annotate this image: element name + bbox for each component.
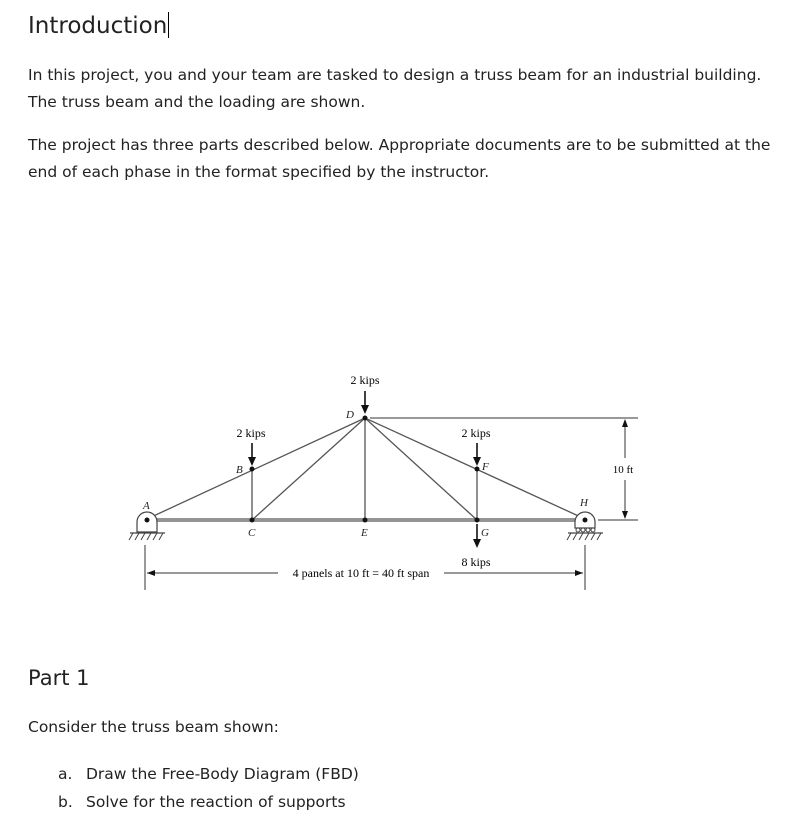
joint-b <box>250 467 255 472</box>
intro-paragraph: In this project, you and your team are tasked to design a truss beam for an industrial building. The truss beam and the loading are shown. <box>28 66 762 111</box>
joint-g <box>475 518 480 523</box>
height-dimension <box>370 418 638 520</box>
joint-e <box>363 518 368 523</box>
load-label-left: 2 kips <box>236 426 266 440</box>
list-text: Solve for the reaction of supports <box>86 793 346 811</box>
list-item <box>58 760 359 788</box>
joint-d <box>363 416 368 421</box>
joint-c <box>250 518 255 523</box>
project-paragraph: The project has three parts described below. Appropriate documents are to be submitted at the end of each phase in the format specified by the instructor. <box>28 136 771 181</box>
span-label: 4 panels at 10 ft = 40 ft span <box>292 566 430 580</box>
pin-support-a <box>129 512 165 540</box>
node-label-b: B <box>236 464 243 476</box>
node-label-f: F <box>482 461 489 473</box>
list-marker: b. <box>58 793 73 811</box>
part-1-prompt: Consider the truss beam shown: <box>28 718 279 736</box>
node-label-e: E <box>361 527 368 539</box>
node-label-g: G <box>481 527 489 539</box>
list-item <box>58 788 359 816</box>
page-heading: Introduction <box>28 13 168 39</box>
node-label-c: C <box>248 527 256 539</box>
truss-members <box>147 418 585 521</box>
part-1-heading: Part 1 <box>28 666 90 690</box>
list-text: Draw the Free-Body Diagram (FBD) <box>86 765 359 783</box>
node-label-h: H <box>580 497 588 509</box>
member-cd <box>252 418 365 520</box>
roller-support-h <box>567 512 603 540</box>
height-label: 10 ft <box>612 464 634 476</box>
node-label-a: A <box>143 500 150 512</box>
list-marker: a. <box>58 765 73 783</box>
load-label-bottom: 8 kips <box>461 555 491 569</box>
member-dg <box>365 418 477 520</box>
joint-f <box>475 467 480 472</box>
part-1-list <box>58 760 359 816</box>
node-label-d: D <box>346 409 354 421</box>
load-label-top: 2 kips <box>350 373 380 387</box>
load-label-right: 2 kips <box>461 426 491 440</box>
